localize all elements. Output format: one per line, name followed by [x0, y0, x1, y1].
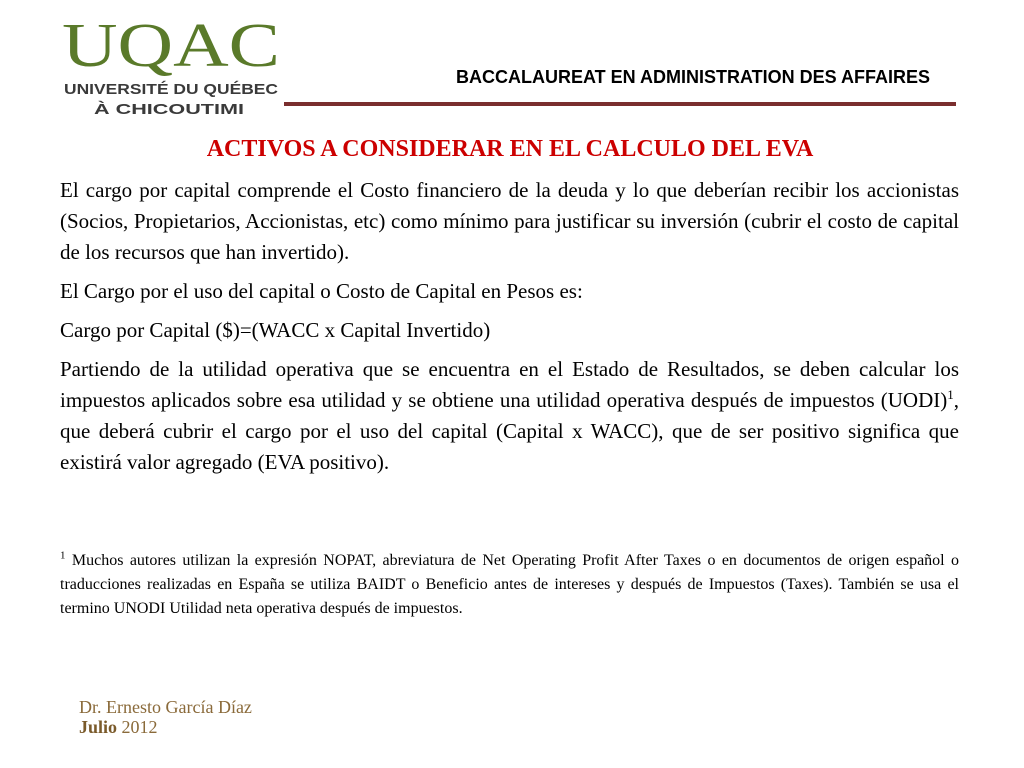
- uqac-logo: [60, 14, 284, 122]
- footnote-marker: 1: [60, 549, 66, 562]
- header-divider: [284, 102, 956, 106]
- date-year: 2012: [117, 717, 158, 737]
- slide-title: ACTIVOS A CONSIDERAR EN EL CALCULO DEL EVA: [206, 136, 814, 162]
- slide-body: [60, 175, 959, 486]
- logo-line2: À CHICOUTIMI: [94, 101, 244, 118]
- paragraph-formula: Cargo por Capital ($)=(WACC x Capital Invertido): [60, 318, 491, 342]
- paragraph-costo-capital: El Cargo por el uso del capital o Costo de Capital en Pesos es:: [60, 279, 583, 303]
- paragraph-uodi-text-end: , que deberá cubrir el cargo por el uso del capital (Capital x WACC), que de ser positivo significa que existirá valor agregado (EVA positivo).: [60, 388, 959, 474]
- program-title: BACCALAUREAT EN ADMINISTRATION DES AFFAIRES: [456, 67, 930, 87]
- paragraph-cargo-capital: El cargo por capital comprende el Costo financiero de la deuda y lo que deberían recibir los accionistas (Socios, Propietarios, Accionistas, etc) como mínimo para justificar su inversión (cubrir el costo de capital de los recursos que han invertido).: [60, 178, 959, 264]
- footnote-reference: 1: [947, 387, 954, 402]
- logo-wordmark: UQAC: [62, 14, 280, 80]
- logo-line1: UNIVERSITÉ DU QUÉBEC: [64, 81, 279, 98]
- author-name: Dr. Ernesto García Díaz: [79, 697, 252, 717]
- paragraph-uodi-text: Partiendo de la utilidad operativa que se encuentra en el Estado de Resultados, se deben calcular los impuestos aplicados sobre esa utilidad y se obtiene una utilidad operativa después de impuestos (UODI): [60, 357, 959, 412]
- presentation-date: [79, 717, 158, 737]
- footnote-text: Muchos autores utilizan la expresión NOPAT, abreviatura de Net Operating Profit After Taxes o en documentos de origen español o traducciones realizadas en España se utiliza BAIDT o Beneficio antes de intereses y después de Impuestos (Taxes). También se usa el termino UNODI Utilidad neta operativa después de impuestos.: [60, 552, 959, 617]
- date-month: Julio: [79, 717, 118, 737]
- paragraph-uodi: [60, 354, 959, 478]
- footnote: [60, 549, 959, 621]
